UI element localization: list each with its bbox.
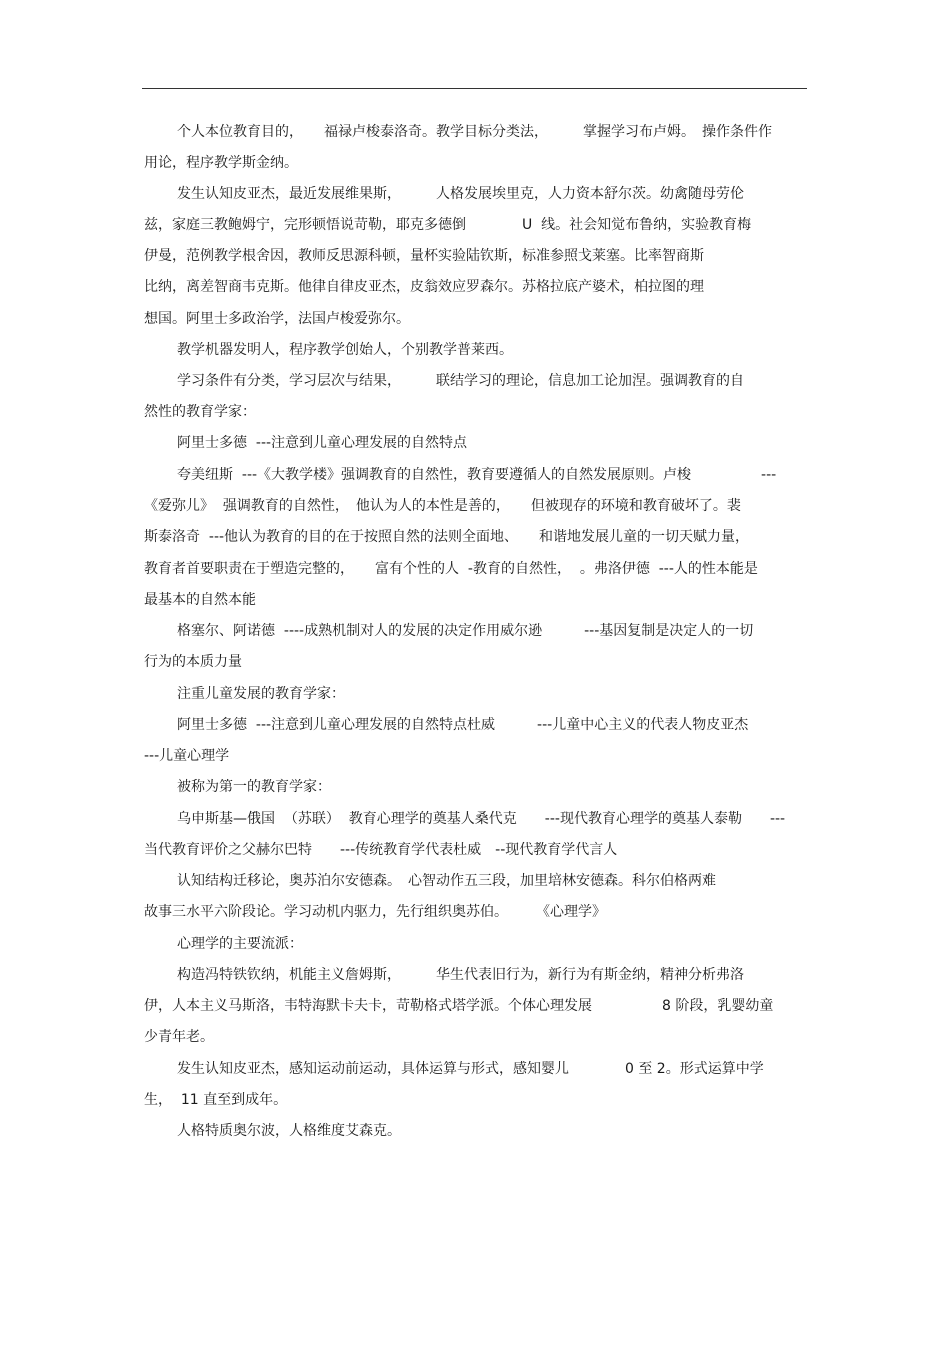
text-line: 比纳，离差智商韦克斯。他律自律皮亚杰，皮翁效应罗森尔。苏格拉底产婆术，柏拉图的理 (144, 279, 704, 295)
text-line: 伊，人本主义马斯洛，韦特海默卡夫卡，苛勒格式塔学派。个体心理发展 8 阶段，乳婴幼童 (144, 998, 774, 1014)
text-line: 心理学的主要流派： (177, 936, 303, 952)
text-line: 发生认知皮亚杰，感知运动前运动，具体运算与形式，感知婴儿 0 至 2。形式运算中学 (177, 1061, 764, 1077)
text-line: 生， 11 直至到成年。 (144, 1092, 288, 1108)
text-line: 发生认知皮亚杰，最近发展维果斯， 人格发展埃里克，人力资本舒尔茨。幼禽随母劳伦 (177, 186, 744, 202)
text-line: 被称为第一的教育学家： (177, 779, 331, 795)
text-line: ---儿童心理学 (144, 748, 230, 764)
text-line: 阿里士多德 ---注意到儿童心理发展的自然特点杜威 ---儿童中心主义的代表人物皮亚杰 (177, 717, 749, 733)
text-line: 然性的教育学家： (144, 404, 256, 420)
text-line: 斯泰洛奇 ---他认为教育的目的在于按照自然的法则全面地、 和谐地发展儿童的一切天赋力量， (144, 529, 750, 545)
text-line: 个人本位教育目的， 福禄卢梭泰洛奇。教学目标分类法， 掌握学习布卢姆。 操作条件作 (177, 124, 772, 140)
text-line: 格塞尔、阿诺德 ----成熟机制对人的发展的决定作用威尔逊 ---基因复制是决定人的一切 (177, 623, 754, 639)
text-line: 乌申斯基—俄国 （苏联） 教育心理学的奠基人桑代克 ---现代教育心理学的奠基人泰勒 --- (177, 811, 786, 827)
text-line: 最基本的自然本能 (144, 592, 256, 608)
text-line: 阿里士多德 ---注意到儿童心理发展的自然特点 (177, 435, 468, 451)
text-line: 行为的本质力量 (144, 654, 242, 670)
text-line: 兹，家庭三教鲍姆宁，完形顿悟说苛勒，耶克多德倒 U 线。社会知觉布鲁纳，实验教育梅 (144, 217, 752, 233)
text-line: 《爱弥儿》 强调教育的自然性， 他认为人的本性是善的， 但被现存的环境和教育破坏了。裴 (144, 498, 741, 514)
text-line: 人格特质奥尔波，人格维度艾森克。 (177, 1123, 401, 1139)
text-line: 教育者首要职责在于塑造完整的， 富有个性的人 -教育的自然性， 。弗洛伊德 ---人的性本能是 (144, 561, 758, 577)
text-line: 夸美纽斯 ---《大教学楼》强调教育的自然性，教育要遵循人的自然发展原则。卢梭 --- (177, 467, 777, 483)
text-line: 构造冯特铁钦纳，机能主义詹姆斯， 华生代表旧行为，新行为有斯金纳，精神分析弗洛 (177, 967, 744, 983)
text-line: 学习条件有分类，学习层次与结果， 联结学习的理论，信息加工论加涅。强调教育的自 (177, 373, 744, 389)
text-line: 故事三水平六阶段论。学习动机内驱力，先行组织奥苏伯。 《心理学》 (144, 904, 606, 920)
text-line: 教学机器发明人，程序教学创始人，个别教学普莱西。 (177, 342, 513, 358)
text-line: 少青年老。 (144, 1029, 214, 1045)
text-line: 伊曼，范例教学根舍因，教师反思源科顿，量杯实验陆钦斯，标准参照戈莱塞。比率智商斯 (144, 248, 704, 264)
text-line: 用论，程序教学斯金纳。 (144, 155, 298, 171)
text-line: 想国。阿里士多政治学，法国卢梭爱弥尔。 (144, 311, 410, 327)
text-line: 当代教育评价之父赫尔巴特 ---传统教育学代表杜威 --现代教育学代言人 (144, 842, 618, 858)
text-line: 认知结构迁移论，奥苏泊尔安德森。 心智动作五三段，加里培林安德森。科尔伯格两难 (177, 873, 716, 889)
text-line: 注重儿童发展的教育学家： (177, 686, 345, 702)
